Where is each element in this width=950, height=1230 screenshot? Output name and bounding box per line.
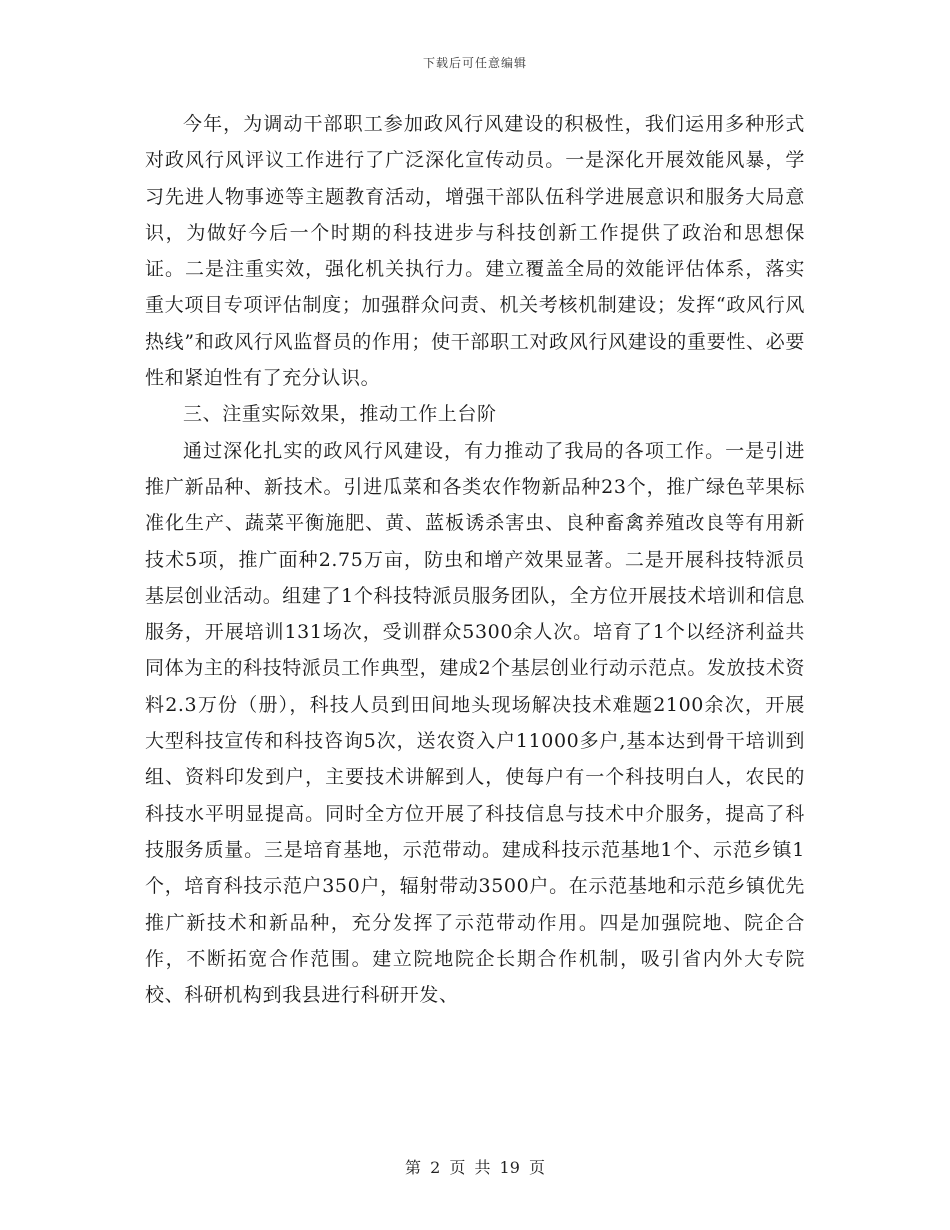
header-note: 下载后可任意编辑 [422, 56, 527, 70]
paragraph-results: 通过深化扎实的政风行风建设，有力推动了我局的各项工作。一是引进推广新品种、新技术。引进瓜菜和各类农作物新品种23个，推广绿色苹果标准化生产、蔬菜平衡施肥、黄、蓝板诱杀害虫、良种畜禽养殖改良等有用新技术5项，推广面种2.75万亩，防虫和增产效果显著。二是开展科技特派员基层创业活动。组建了1个科技特派员服务团队，全方位开展技术培训和信息服务，开展培训131场次，受训群众5300余人次。培育了1个以经济利益共同体为主的科技特派员工作典型，建成2个基层创业行动示范点。发放技术资料2.3万份（册），科技人员到田间地头现场解决技术难题2100余次，开展大型科技宣传和科技咨询5次，送农资入户11000多户,基本达到骨干培训到组、资料印发到户，主要技术讲解到人，使每户有一个科技明白人，农民的科技水平明显提高。同时全方位开展了科技信息与技术中介服务，提高了科技服务质量。三是培育基地，示范带动。建成科技示范基地1个、示范乡镇1个，培育科技示范户350户，辐射带动3500户。在示范基地和示范乡镇优先推广新技术和新品种，充分发挥了示范带动作用。四是加强院地、院企合作，不断拓宽合作范围。建立院地院企长期合作机制，吸引省内外大专院校、科研机构到我县进行科研开发、 [145, 439, 805, 1007]
page-number-footer: 第 2 页 共 19 页 [405, 1158, 545, 1177]
paragraph-publicity: 今年，为调动干部职工参加政风行风建设的积极性，我们运用多种形式对政风行风评议工作进行了广泛深化宣传动员。一是深化开展效能风暴，学习先进人物事迹等主题教育活动，增强干部队伍科学进展意识和服务大局意识，为做好今后一个时期的科技进步与科技创新工作提供了政治和思想保证。二是注重实效，强化机关执行力。建立覆盖全局的效能评估体系，落实重大项目专项评估制度；加强群众问责、机关考核机制建设；发挥“政风行风热线”和政风行风监督员的作用；使干部职工对政风行风建设的重要性、必要性和紧迫性有了充分认识。 [145, 113, 805, 390]
section-heading-3: 三、注重实际效果，推动工作上台阶 [183, 403, 497, 426]
document-body [145, 106, 805, 1013]
